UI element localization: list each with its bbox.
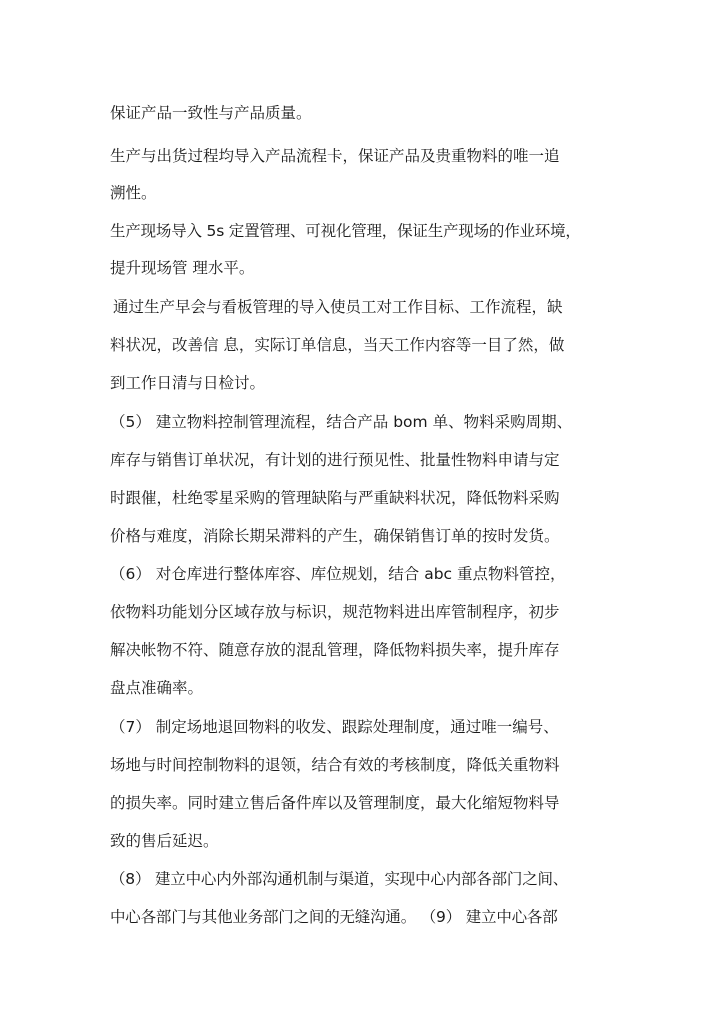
text-line-18: 场地与时间控制物料的退领，结合有效的考核制度，降低关重物料 bbox=[110, 756, 560, 774]
text-line-12: 价格与难度，消除长期呆滞料的产生，确保销售订单的按时发货。 bbox=[110, 527, 560, 545]
text-line-9: （5） 建立物料控制管理流程，结合产品 bom 单、物料采购周期、 bbox=[110, 413, 573, 431]
text-line-10: 库存与销售订单状况，有计划的进行预见性、批量性物料申请与定 bbox=[110, 451, 560, 469]
text-line-17: （7） 制定场地退回物料的收发、跟踪处理制度，通过唯一编号、 bbox=[110, 718, 559, 736]
text-line-21: （8） 建立中心内外部沟通机制与渠道，实现中心内部各部门之间、 bbox=[110, 870, 569, 888]
text-line-22: 中心各部门与其他业务部门之间的无缝沟通。 （9） 建立中心各部 bbox=[110, 908, 558, 926]
text-line-19: 的损失率。同时建立售后备件库以及管理制度，最大化缩短物料导 bbox=[110, 794, 560, 812]
text-line-16: 盘点准确率。 bbox=[110, 679, 204, 697]
text-line-4: 生产现场导入 5s 定置管理、可视化管理，保证生产现场的作业环境， bbox=[110, 222, 581, 240]
text-line-11: 时跟催，杜绝零星采购的管理缺陷与严重缺料状况，降低物料采购 bbox=[110, 489, 560, 507]
text-line-13: （6） 对仓库进行整体库容、库位规划，结合 abc 重点物料管控， bbox=[110, 565, 566, 583]
text-line-7: 料状况，改善信 息，实际订单信息，当天工作内容等一目了然，做 bbox=[110, 336, 565, 354]
text-line-6: 通过生产早会与看板管理的导入使员工对工作目标、工作流程，缺 bbox=[113, 298, 563, 316]
text-line-1: 保证产品一致性与产品质量。 bbox=[110, 104, 312, 122]
text-line-5: 提升现场管 理水平。 bbox=[110, 259, 255, 277]
text-line-3: 溯性。 bbox=[110, 184, 157, 202]
text-line-8: 到工作日清与日检讨。 bbox=[110, 374, 266, 392]
text-line-15: 解决帐物不符、随意存放的混乱管理，降低物料损失率，提升库存 bbox=[110, 641, 560, 659]
text-line-14: 依物料功能划分区域存放与标识，规范物料进出库管制程序，初步 bbox=[110, 603, 560, 621]
text-line-2: 生产与出货过程均导入产品流程卡，保证产品及贵重物料的唯一追 bbox=[110, 147, 560, 165]
text-line-20: 致的售后延迟。 bbox=[110, 832, 219, 850]
